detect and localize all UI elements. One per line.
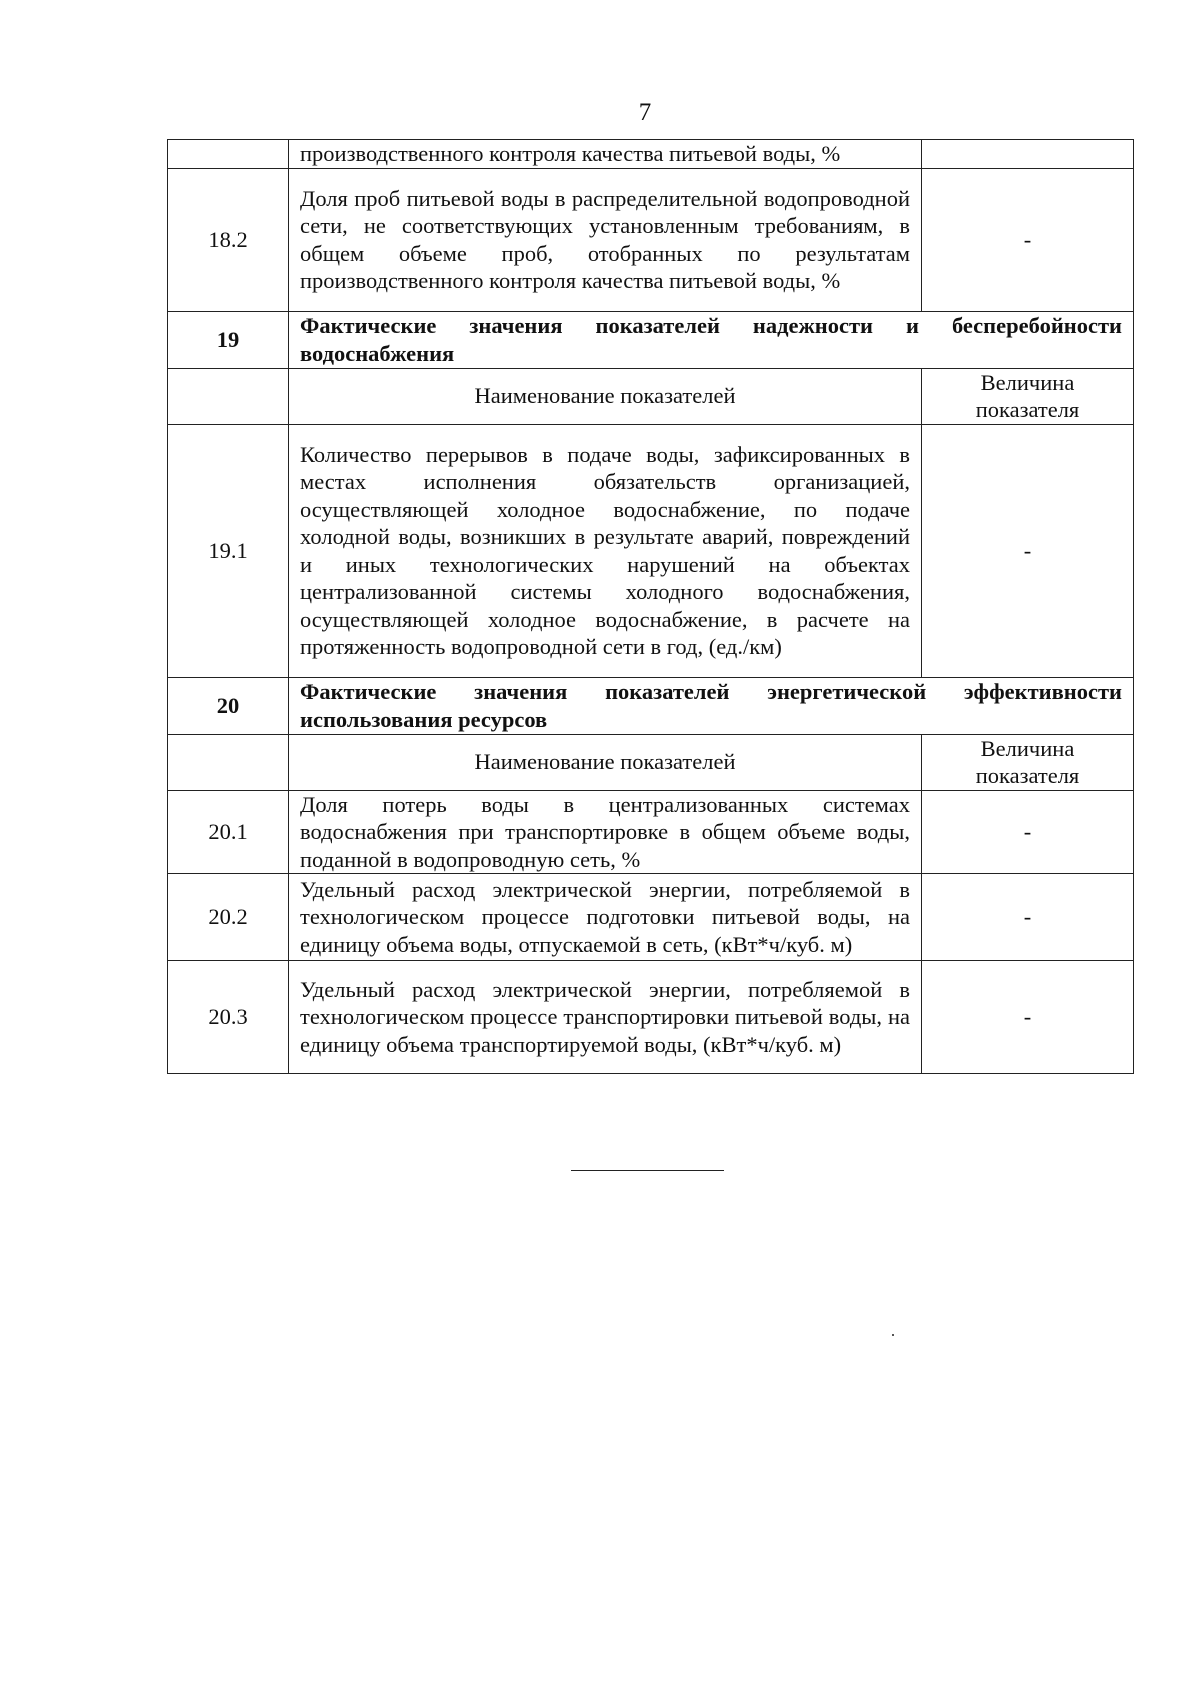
section-number: 19 (168, 311, 289, 368)
indicator-value: - (922, 790, 1134, 874)
section-row (168, 677, 1134, 734)
table-row (168, 790, 1134, 874)
row-number (168, 368, 289, 424)
row-number: 20.3 (168, 961, 289, 1074)
indicator-value: - (922, 961, 1134, 1074)
table-row (168, 168, 1134, 311)
column-header-name: Наименование показателей (289, 368, 922, 424)
column-header-value: Величина показателя (922, 734, 1134, 790)
table-row (168, 140, 1134, 169)
end-of-document-line (571, 1170, 724, 1171)
section-number: 20 (168, 677, 289, 734)
column-header-value: Величина показателя (922, 368, 1134, 424)
row-number: 19.1 (168, 424, 289, 677)
column-header-name: Наименование показателей (289, 734, 922, 790)
row-number: 20.2 (168, 874, 289, 961)
indicator-name: Доля потерь воды в централизованных системах водоснабжения при транспортировке в общем объеме воды, поданной в водопроводную сеть, % (289, 790, 922, 874)
section-row (168, 311, 1134, 368)
indicator-name: Количество перерывов в подаче воды, зафиксированных в местах исполнения обязательств организацией, осуществляющей холодное водоснабжение, по подаче холодной воды, возникших в результате аварий, повреждений и иных технологических нарушений на объектах централизованной системы холодного водоснабжения, осуществляющей холодное водоснабжение, в расчете на протяженность водопроводной сети в год, (ед./км) (289, 424, 922, 677)
indicator-value (922, 140, 1134, 169)
table-row (168, 874, 1134, 961)
section-title: Фактические значения показателей надежности и бесперебойности водоснабжения (289, 311, 1134, 368)
row-number: 20.1 (168, 790, 289, 874)
scan-speck (892, 1334, 894, 1336)
indicator-name: производственного контроля качества питьевой воды, % (289, 140, 922, 169)
table-row (168, 424, 1134, 677)
row-number (168, 140, 289, 169)
column-header-row (168, 368, 1134, 424)
indicator-value: - (922, 424, 1134, 677)
indicator-value: - (922, 874, 1134, 961)
indicator-name: Доля проб питьевой воды в распределительной водопроводной сети, не соответствующих установленным требованиям, в общем объеме проб, отобранных по результатам производственного контроля качества питьевой воды, % (289, 168, 922, 311)
row-number: 18.2 (168, 168, 289, 311)
indicator-name: Удельный расход электрической энергии, потребляемой в технологическом процессе транспортировки питьевой воды, на единицу объема транспортируемой воды, (кВт*ч/куб. м) (289, 961, 922, 1074)
column-header-row (168, 734, 1134, 790)
section-title: Фактические значения показателей энергетической эффективности использования ресурсов (289, 677, 1134, 734)
indicator-name: Удельный расход электрической энергии, потребляемой в технологическом процессе подготовки питьевой воды, на единицу объема воды, отпускаемой в сеть, (кВт*ч/куб. м) (289, 874, 922, 961)
indicators-table (167, 139, 1134, 1074)
indicator-value: - (922, 168, 1134, 311)
page-number: 7 (638, 99, 652, 126)
table-row (168, 961, 1134, 1074)
row-number (168, 734, 289, 790)
